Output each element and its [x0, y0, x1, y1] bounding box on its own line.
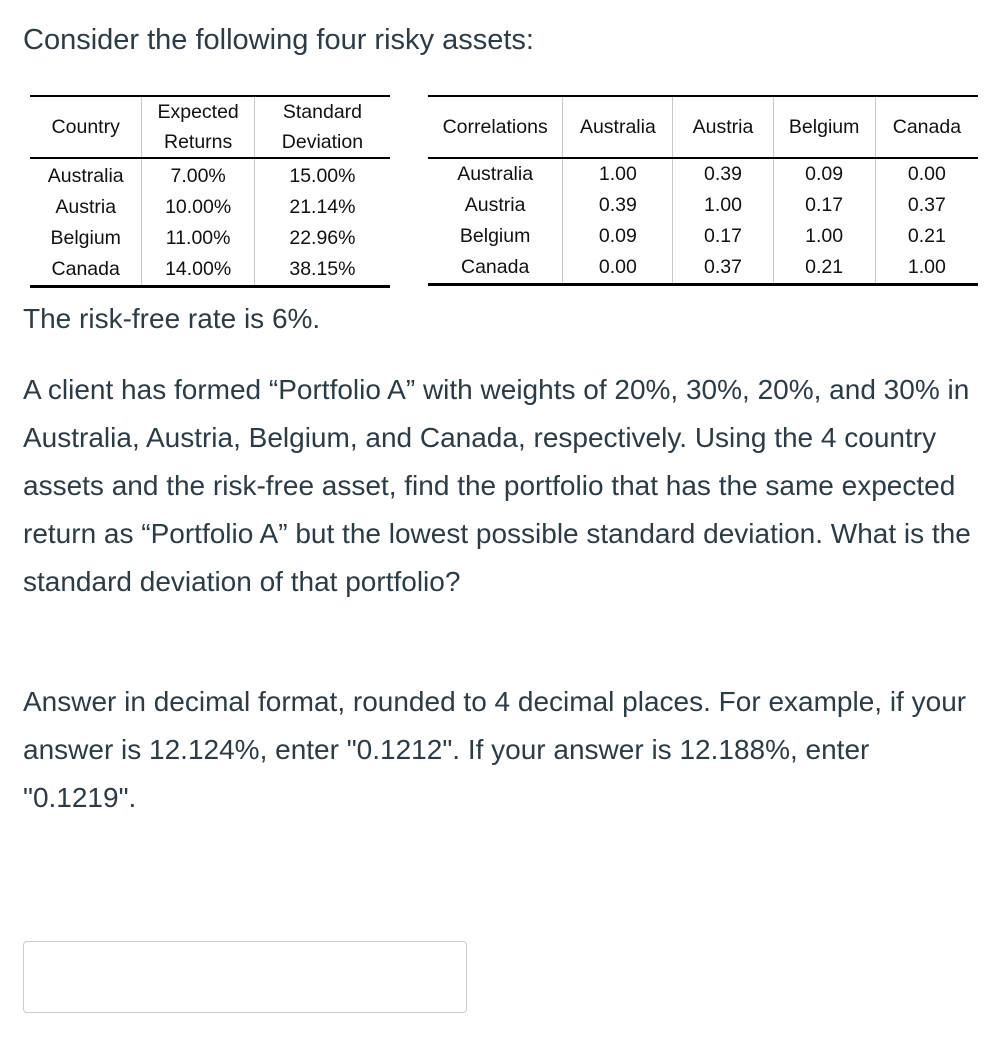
cell: Austria: [55, 196, 117, 218]
header-std-dev: [254, 96, 390, 158]
cell: 11.00%: [142, 223, 254, 254]
cell: Belgium: [459, 225, 531, 247]
cell: Belgium: [50, 227, 121, 249]
table-row: [428, 221, 978, 252]
table-row: [30, 192, 390, 223]
cell: 1.00: [773, 221, 875, 252]
cell: 0.37: [875, 190, 978, 221]
cell: 22.96%: [254, 223, 390, 254]
assets-table: [30, 95, 390, 288]
cell: Australia: [47, 165, 124, 187]
header-country: Country: [30, 96, 142, 158]
cell: 0.21: [773, 252, 875, 285]
header-col: Austria: [673, 96, 773, 158]
cell: 0.17: [673, 221, 773, 252]
cell: 0.00: [563, 252, 673, 285]
cell: Austria: [464, 194, 526, 216]
table-row: [30, 223, 390, 254]
header-col: Canada: [875, 96, 978, 158]
table-row: [30, 254, 390, 287]
header-std-line2: Deviation: [281, 131, 364, 153]
table-row: [428, 190, 978, 221]
cell: 0.21: [875, 221, 978, 252]
table-row: [30, 158, 390, 192]
cell: Australia: [457, 163, 534, 185]
cell: 0.39: [673, 158, 773, 190]
cell: 1.00: [563, 158, 673, 190]
correlations-table: [428, 95, 978, 286]
cell: 0.39: [563, 190, 673, 221]
instructions-text: Answer in decimal format, rounded to 4 decimal places. For example, if your answer is 12.124%, enter "0.1212". If your answer is 12.188%, enter "0.1219".: [23, 686, 967, 813]
table-row: [428, 158, 978, 190]
answer-input[interactable]: [23, 941, 467, 1013]
cell: 0.00: [875, 158, 978, 190]
cell: 0.37: [673, 252, 773, 285]
cell: 1.00: [673, 190, 773, 221]
cell: 15.00%: [254, 158, 390, 192]
cell: 0.09: [773, 158, 875, 190]
header-std-line1: Standard: [282, 101, 363, 123]
header-expected-line2: Returns: [163, 131, 233, 153]
cell: 0.17: [773, 190, 875, 221]
cell: 21.14%: [254, 192, 390, 223]
cell: 10.00%: [142, 192, 254, 223]
header-col: Belgium: [773, 96, 875, 158]
header-expected-returns: [142, 96, 254, 158]
cell: 14.00%: [142, 254, 254, 287]
question-text: A client has formed “Portfolio A” with weights of 20%, 30%, 20%, and 30% in Australia, Austria, Belgium, and Canada, respectively. Using the 4 country assets and the risk-free asset, find the portfolio that has the same expected return as “Portfolio A” but the lowest possible standard deviation. What is the standard deviation of that portfolio?: [23, 374, 971, 597]
intro-text: Consider the following four risky assets:: [23, 24, 534, 56]
cell: 38.15%: [254, 254, 390, 287]
cell: 1.00: [875, 252, 978, 285]
cell: Canada: [428, 252, 563, 285]
table-row: [428, 252, 978, 285]
cell: 7.00%: [142, 158, 254, 192]
header-col: Australia: [563, 96, 673, 158]
cell: Canada: [30, 254, 142, 287]
cell: 0.09: [563, 221, 673, 252]
risk-free-text: The risk-free rate is 6%.: [23, 303, 321, 334]
header-expected-line1: Expected: [157, 101, 239, 123]
header-correlations: Correlations: [428, 96, 563, 158]
